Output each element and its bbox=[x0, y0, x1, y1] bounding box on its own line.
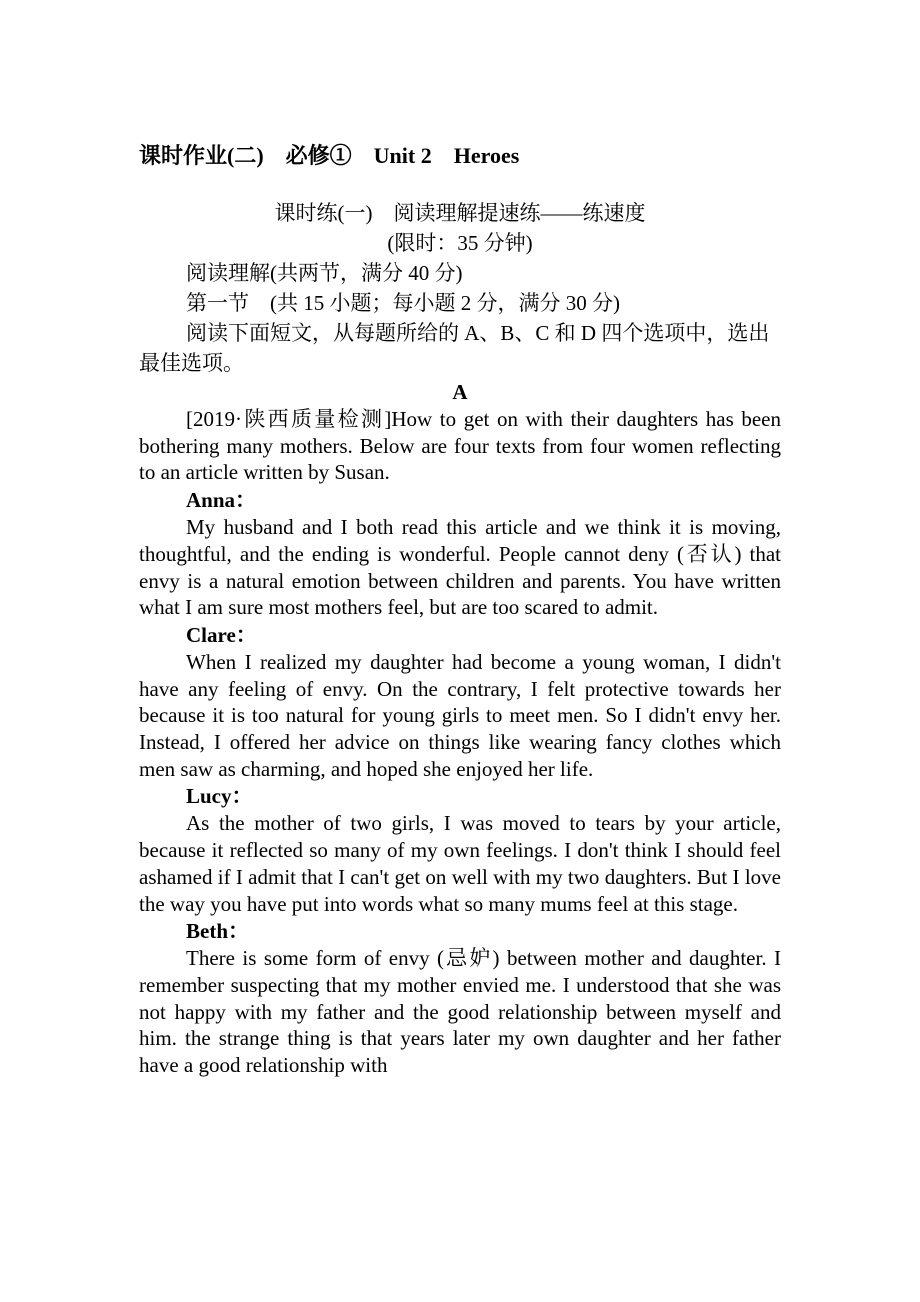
time-limit: (限时：35 分钟) bbox=[387, 231, 533, 255]
letter-beth: There is some form of envy (忌妒) between mother and daughter. I remember suspecting that my mother envied me. I understood that she was not happy with my father and the good relationship between myself and him. the strange thing is that years later my own daughter and her father have a good relationship with bbox=[139, 946, 781, 1078]
passage-intro: [2019·陕西质量检测]How to get on with their daughters has been bothering many mothers. Below are four texts from four women reflecting to an article written by Susan. bbox=[139, 407, 781, 485]
exercise-heading: 课时练(一) 阅读理解提速练——练速度 bbox=[274, 201, 646, 225]
speaker-clare: Clare： bbox=[186, 622, 257, 647]
speaker-beth: Beth： bbox=[186, 919, 249, 944]
part-info bbox=[139, 288, 781, 318]
section-title: 阅读理解(共两节，满分 40 分) bbox=[186, 261, 463, 285]
title-module: 必修① bbox=[285, 143, 352, 168]
passage-letter: A bbox=[452, 380, 468, 404]
part-detail: (共 15 小题；每小题 2 分，满分 30 分) bbox=[270, 291, 620, 315]
speaker-lucy: Lucy： bbox=[186, 784, 253, 809]
title-topic: Heroes bbox=[453, 143, 520, 168]
title-homework: 课时作业(二) bbox=[139, 143, 264, 168]
speaker-anna: Anna： bbox=[186, 488, 257, 513]
letter-lucy: As the mother of two girls, I was moved to tears by your article, because it reflected so many of my own feelings. I don't think I should feel ashamed if I admit that I can't get on well with my two daughters. But I love the way you have put into words what so many mums feel at this stage. bbox=[139, 811, 781, 916]
document-page bbox=[139, 140, 781, 1079]
letter-clare: When I realized my daughter had become a young woman, I didn't have any feeling of envy. On the contrary, I felt protective towards her because it is too natural for young girls to meet men. So I didn't envy her. Instead, I offered her advice on things like wearing fancy clothes which men saw as charming, and hoped she enjoyed her life. bbox=[139, 649, 781, 781]
part-label: 第一节 bbox=[186, 291, 249, 315]
letter-anna: My husband and I both read this article and we think it is moving, thoughtful, and the ending is wonderful. People cannot deny (否认) that envy is a natural emotion between children and parents. You have written what I am sure most mothers feel, but are too scared to admit. bbox=[139, 515, 781, 620]
document-title bbox=[139, 140, 781, 172]
title-unit: Unit 2 bbox=[373, 143, 432, 168]
instruction: 阅读下面短文，从每题所给的 A、B、C 和 D 四个选项中，选出最佳选项。 bbox=[139, 321, 770, 375]
